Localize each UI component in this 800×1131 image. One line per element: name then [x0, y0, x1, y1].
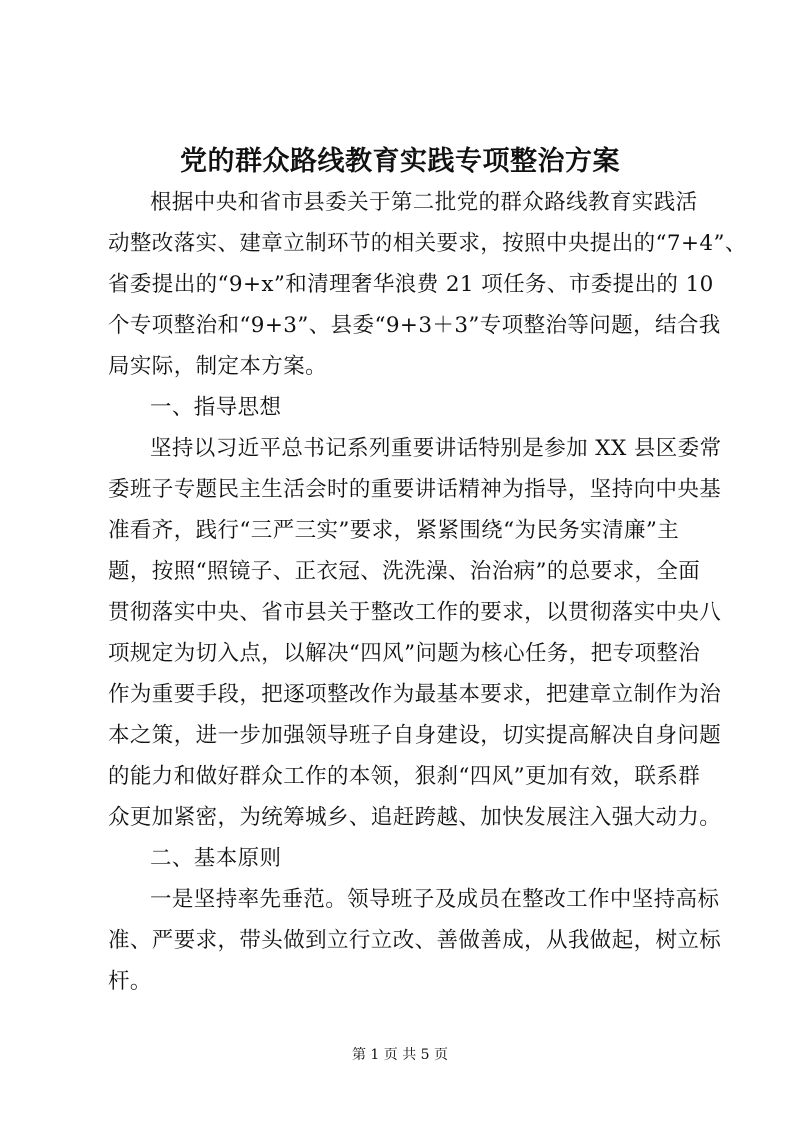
text-line: 本之策，进一步加强领导班子自身建设，切实提高解决自身问题 — [108, 723, 722, 748]
document-title: 党的群众路线教育实践专项整治方案 — [180, 146, 620, 177]
text-line: 个专项整治和“9+3”、县委“9+3＋3”专项整治等问题，结合我 — [108, 313, 721, 338]
text-line: 作为重要手段，把逐项整改作为最基本要求，把建章立制作为治 — [108, 682, 722, 707]
text-line: 准、严要求，带头做到立行立改、善做善成，从我做起，树立标 — [108, 928, 722, 953]
text-line: 项规定为切入点，以解决“四风”问题为核心任务，把专项整治 — [108, 641, 701, 666]
text-line: 一是坚持率先垂范。领导班子及成员在整改工作中坚持高标 — [150, 887, 720, 912]
text-line: 题，按照“照镜子、正衣冠、洗洗澡、治治病”的总要求，全面 — [108, 559, 701, 584]
text-line: 根据中央和省市县委关于第二批党的群众路线教育实践活 — [150, 190, 698, 215]
text-line: 动整改落实、建章立制环节的相关要求，按照中央提出的“7+4”、 — [108, 231, 747, 256]
text-line: 局实际，制定本方案。 — [108, 354, 328, 379]
text-line: 贯彻落实中央、省市县关于整改工作的要求，以贯彻落实中央八 — [108, 600, 722, 625]
text-line: 坚持以习近平总书记系列重要讲话特别是参加 XX 县区委常 — [150, 436, 722, 461]
text-line: 委班子专题民主生活会时的重要讲话精神为指导，坚持向中央基 — [108, 477, 722, 502]
text-line: 杆。 — [108, 969, 152, 994]
section-heading: 一、指导思想 — [150, 395, 282, 420]
section-heading: 二、基本原则 — [150, 846, 282, 871]
text-line: 省委提出的“9+x”和清理奢华浪费 21 项任务、市委提出的 10 — [108, 272, 714, 297]
text-line: 的能力和做好群众工作的本领，狠刹“四风”更加有效，联系群 — [108, 764, 701, 789]
text-line: 众更加紧密，为统筹城乡、追赶跨越、加快发展注入强大动力。 — [108, 805, 722, 830]
text-line: 准看齐，践行“三严三实”要求，紧紧围绕“为民务实清廉”主 — [108, 518, 680, 543]
page-footer: 第 1 页 共 5 页 — [351, 1047, 449, 1063]
